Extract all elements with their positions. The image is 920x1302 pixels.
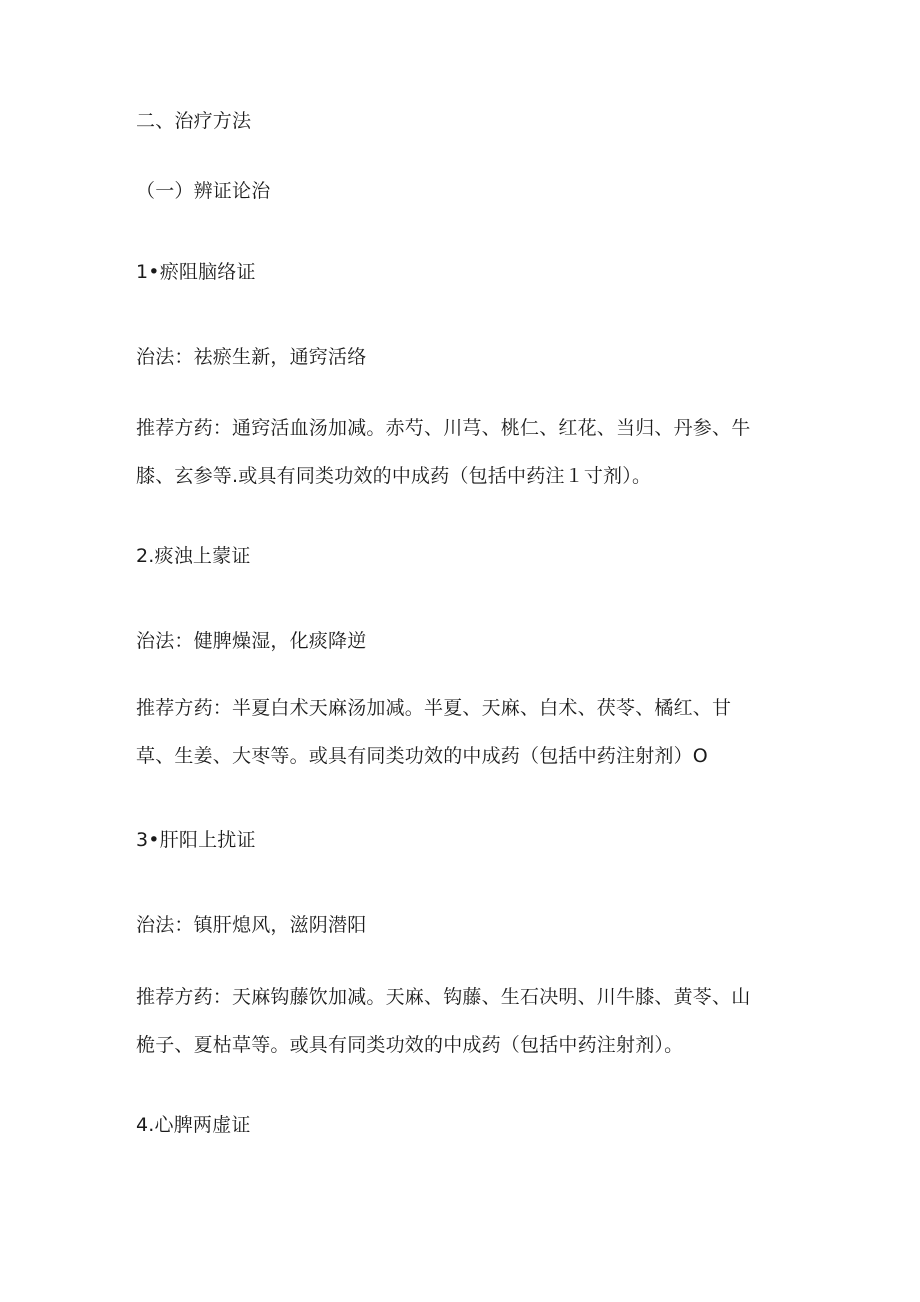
- prescription-paragraph: [136, 416, 796, 512]
- section-title: 二、治疗方法: [136, 110, 252, 132]
- treatment-method: 治法：健脾燥湿，化痰降逆: [136, 630, 367, 652]
- syndrome-heading: 2.痰浊上蒙证: [136, 545, 251, 567]
- syndrome-heading: 1•瘀阻脑络证: [136, 261, 256, 283]
- subsection-title: （一）辨证论治: [136, 180, 271, 202]
- prescription-line: 推荐方药：天麻钩藤饮加减。天麻、钩藤、生石决明、川牛膝、黄苓、山: [136, 986, 751, 1008]
- prescription-paragraph: [136, 696, 796, 792]
- treatment-method: 治法：祛瘀生新，通窍活络: [136, 346, 367, 368]
- syndrome-heading: 4.心脾两虚证: [136, 1114, 251, 1136]
- prescription-line: 膝、玄参等.或具有同类功效的中成药（包括中药注１寸剂）。: [136, 465, 652, 487]
- prescription-line: 草、生姜、大枣等。或具有同类功效的中成药（包括中药注射剂）O: [136, 745, 708, 767]
- prescription-line: 桅子、夏枯草等。或具有同类功效的中成药（包括中药注射剂）。: [136, 1034, 684, 1056]
- treatment-method: 治法：镇肝熄风，滋阴潜阳: [136, 914, 367, 936]
- prescription-line: 推荐方药：半夏白术天麻汤加减。半夏、天麻、白术、茯苓、橘红、甘: [136, 697, 732, 719]
- syndrome-heading: 3•肝阳上扰证: [136, 829, 256, 851]
- prescription-line: 推荐方药：通窍活血汤加减。赤芍、川芎、桃仁、红花、当归、丹参、牛: [136, 417, 751, 439]
- prescription-paragraph: [136, 985, 796, 1081]
